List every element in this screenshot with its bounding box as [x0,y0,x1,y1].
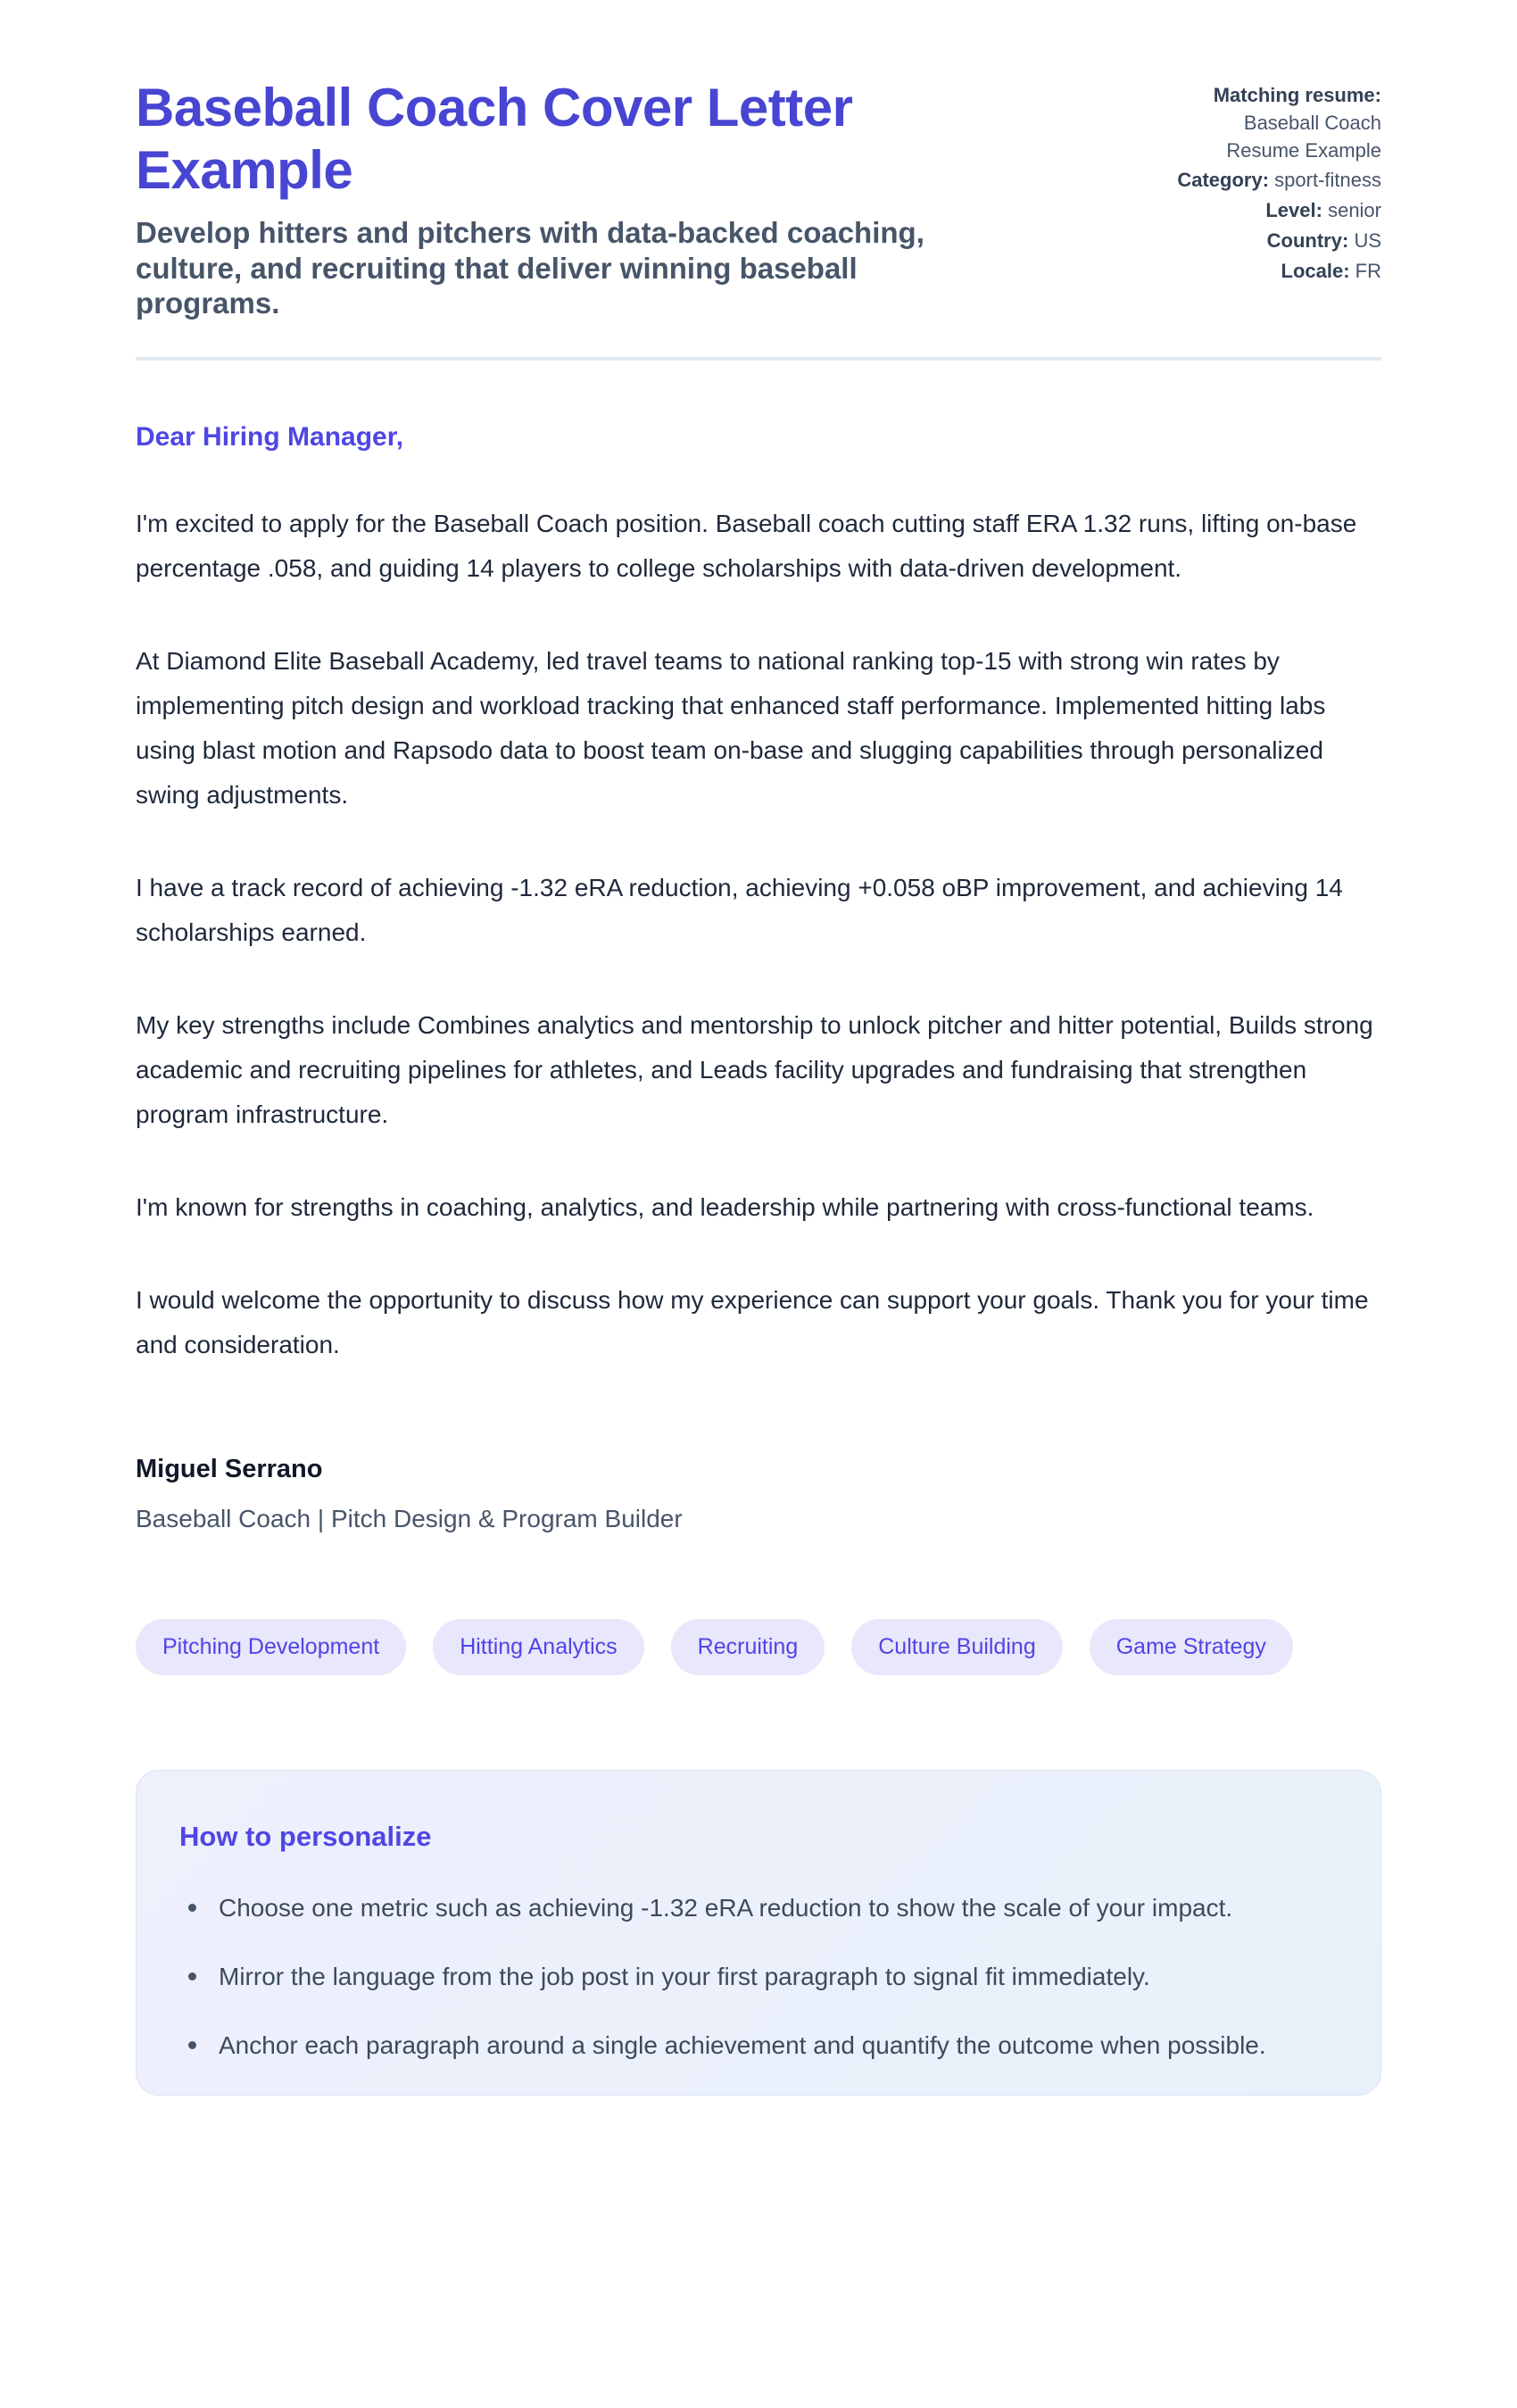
signature-role: Baseball Coach | Pitch Design & Program Builder [136,1504,683,1532]
personalize-tip-2: Mirror the language from the job post in your first paragraph to signal fit immediately. [179,1954,1304,1999]
letter-paragraph-4: My key strengths include Combines analytics and mentorship to unlock pitcher and hitter potential, Builds strong academic and recruiting pipelines for athletes, and Leads facility upgrades and fundraising that strengthen program infrastructure. [136,1010,1373,1128]
letter-paragraph-3: I have a track record of achieving -1.32 eRA reduction, achieving +0.058 oBP improvement, and achieving 14 scholarships earned. [136,873,1343,946]
header-title-block [136,77,1176,321]
meta-row-category [1176,167,1381,195]
skill-tag-hitting-analytics[interactable]: Hitting Analytics [433,1619,643,1675]
meta-label: Country: [1266,228,1349,252]
meta-value: FR [1355,259,1381,282]
meta-value: senior [1328,199,1381,222]
meta-row-level [1176,197,1381,225]
skill-tag-pitching-development[interactable]: Pitching Development [136,1619,406,1675]
page-header [136,77,1381,321]
personalize-box [136,1770,1381,2096]
meta-value: sport-fitness [1274,169,1381,192]
skill-tag-recruiting[interactable]: Recruiting [671,1619,825,1675]
meta-label: Level: [1265,199,1322,222]
meta-row-matching-resume [1176,82,1381,164]
letter-paragraph-5: I'm known for strengths in coaching, analytics, and leadership while partnering with cross-functional teams. [136,1192,1314,1221]
greeting: Dear Hiring Manager, [136,421,404,452]
header-divider [136,357,1381,361]
meta-label: Locale: [1281,259,1350,282]
page-title: Baseball Coach Cover Letter Example [136,78,853,200]
skill-tag-list [136,1619,1381,1675]
page-subtitle: Develop hitters and pitchers with data-backed coaching, culture, and recruiting that deliver winning baseball programs. [136,216,924,320]
meta-label: Category: [1177,169,1270,192]
personalize-title: How to personalize [179,1820,432,1852]
meta-value: Baseball Coach Resume Example [1226,111,1381,162]
letter-paragraph-1: I'm excited to apply for the Baseball Coach position. Baseball coach cutting staff ERA 1.32 runs, lifting on-base percentage .058, and guiding 14 players to college scholarships with data-driven development. [136,509,1357,582]
skill-tag-culture-building[interactable]: Culture Building [851,1619,1063,1675]
meta-row-locale [1176,258,1381,286]
meta-label: Matching resume: [1213,84,1381,106]
personalize-tip-1: Choose one metric such as achieving -1.32 eRA reduction to show the scale of your impact. [179,1885,1304,1931]
resume-meta-block [1176,77,1381,288]
signature-name: Miguel Serrano [136,1454,323,1483]
personalize-tip-3: Anchor each paragraph around a single achievement and quantify the outcome when possible. [179,2022,1304,2068]
personalize-tip-list [179,1885,1330,2068]
letter-body [136,421,1381,1537]
letter-paragraph-2: At Diamond Elite Baseball Academy, led travel teams to national ranking top-15 with strong win rates by implementing pitch design and workload tracking that enhanced staff performance. Implemented hitting labs using blast motion and Rapsodo data to boost team on-base and slugging capabilities through personalized swing adjustments. [136,646,1326,809]
meta-value: US [1354,228,1381,252]
meta-row-country [1176,228,1381,255]
letter-paragraph-6: I would welcome the opportunity to discuss how my experience can support your goals. Thank you for your time and consideration. [136,1285,1369,1358]
skill-tag-game-strategy[interactable]: Game Strategy [1090,1619,1293,1675]
